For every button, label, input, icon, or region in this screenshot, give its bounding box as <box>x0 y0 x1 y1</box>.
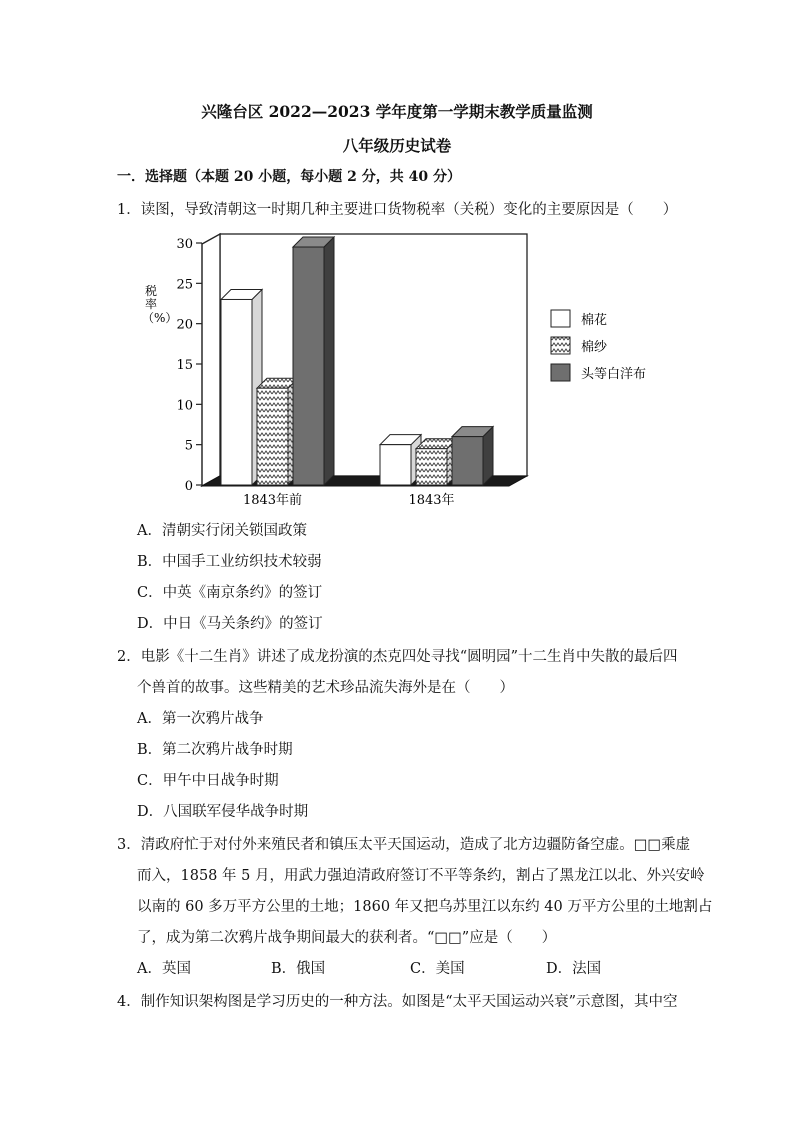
question-3-option-c[interactable]: C．美国 <box>410 961 465 977</box>
bar-front <box>221 299 252 485</box>
y-axis-label-char: 税 <box>145 284 158 298</box>
y-tick-label: 20 <box>176 317 193 333</box>
bar <box>380 435 421 485</box>
question-3-option-a[interactable]: A．英国 <box>137 961 191 977</box>
question-3-stem-line-2: 而入，1858 年 5 月，用武力强迫清政府签订不平等条约，割占了黑龙江以北、外兴安岭 <box>137 868 705 884</box>
question-2-stem-line-1: 2．电影《十二生肖》讲述了成龙扮演的杰克四处寻找“圆明园”十二生肖中失散的最后四 <box>117 649 678 665</box>
bar-front <box>380 445 411 485</box>
legend-swatch <box>551 310 570 327</box>
question-1-option-c[interactable]: C．中英《南京条约》的签订 <box>137 585 323 601</box>
x-axis-labels <box>243 492 455 508</box>
question-1-option-b[interactable]: B．中国手工业纺织技术较弱 <box>137 554 322 570</box>
y-tick-label: 5 <box>184 438 193 454</box>
y-tick-label: 30 <box>176 237 193 252</box>
question-4-stem-line-1: 4．制作知识架构图是学习历史的一种方法。如图是“太平天国运动兴衰”示意图，其中空 <box>117 994 678 1010</box>
y-tick-label: 10 <box>176 398 193 414</box>
y-tick-label: 15 <box>176 358 193 373</box>
legend-label: 头等白洋布 <box>581 367 647 382</box>
question-2-option-c[interactable]: C．甲午中日战争时期 <box>137 773 279 789</box>
question-3-stem-line-4: 了，成为第二次鸦片战争期间最大的获利者。“□□”应是（ ） <box>137 930 557 946</box>
y-axis-label-char: 率 <box>145 297 158 311</box>
bar-side <box>324 237 334 485</box>
bar <box>257 378 298 485</box>
x-tick-label: 1843年 <box>408 493 455 508</box>
legend-swatch <box>551 337 570 354</box>
question-1-option-d[interactable]: D．中日《马关条约》的签订 <box>137 616 323 632</box>
question-1-stem: 1．读图，导致清朝这一时期几种主要进口货物税率（关税）变化的主要原因是（ ） <box>117 202 678 218</box>
question-2-option-d[interactable]: D．八国联军侵华战争时期 <box>137 804 309 820</box>
legend-swatch <box>551 364 570 381</box>
question-1-option-a[interactable]: A．清朝实行闭关锁国政策 <box>137 523 307 539</box>
x-tick-label: 1843年前 <box>242 493 303 508</box>
question-3-option-d[interactable]: D．法国 <box>546 961 602 977</box>
bar-front <box>416 449 447 485</box>
legend-label: 棉纱 <box>581 340 608 355</box>
question-3-stem-line-3: 以南的 60 多万平方公里的土地；1860 年又把乌苏里江以东约 40 万平方公里的土地割占 <box>137 899 713 915</box>
question-2-option-a[interactable]: A．第一次鸦片战争 <box>137 711 264 727</box>
bar <box>452 427 493 485</box>
legend-label: 棉花 <box>581 313 608 328</box>
question-2-option-b[interactable]: B．第二次鸦片战争时期 <box>137 742 293 758</box>
bar <box>416 439 457 485</box>
y-axis-label-unit: （%） <box>142 311 178 325</box>
question-3-stem-line-1: 3．清政府忙于对付外来殖民者和镇压太平天国运动，造成了北方边疆防备空虚。□□乘虚 <box>117 837 691 853</box>
y-axis-ticks <box>176 237 202 494</box>
section-heading: 一．选择题（本题 20 小题，每小题 2 分，共 40 分） <box>117 169 461 185</box>
bar <box>221 289 262 485</box>
page-title: 兴隆台区 2022—2023 学年度第一学期末教学质量监测 <box>201 102 593 121</box>
chart-legend <box>551 310 646 382</box>
bar <box>293 237 334 485</box>
y-tick-label: 25 <box>176 277 193 293</box>
tariff-bar-chart <box>120 222 680 512</box>
question-2-stem-line-2: 个兽首的故事。这些精美的艺术珍品流失海外是在（ ） <box>137 680 514 696</box>
bar-front <box>257 388 288 485</box>
question-3-option-b[interactable]: B．俄国 <box>271 961 326 977</box>
bar-front <box>452 437 483 485</box>
y-tick-label: 0 <box>184 479 193 494</box>
page-subtitle: 八年级历史试卷 <box>342 136 452 155</box>
bar-front <box>293 247 324 485</box>
